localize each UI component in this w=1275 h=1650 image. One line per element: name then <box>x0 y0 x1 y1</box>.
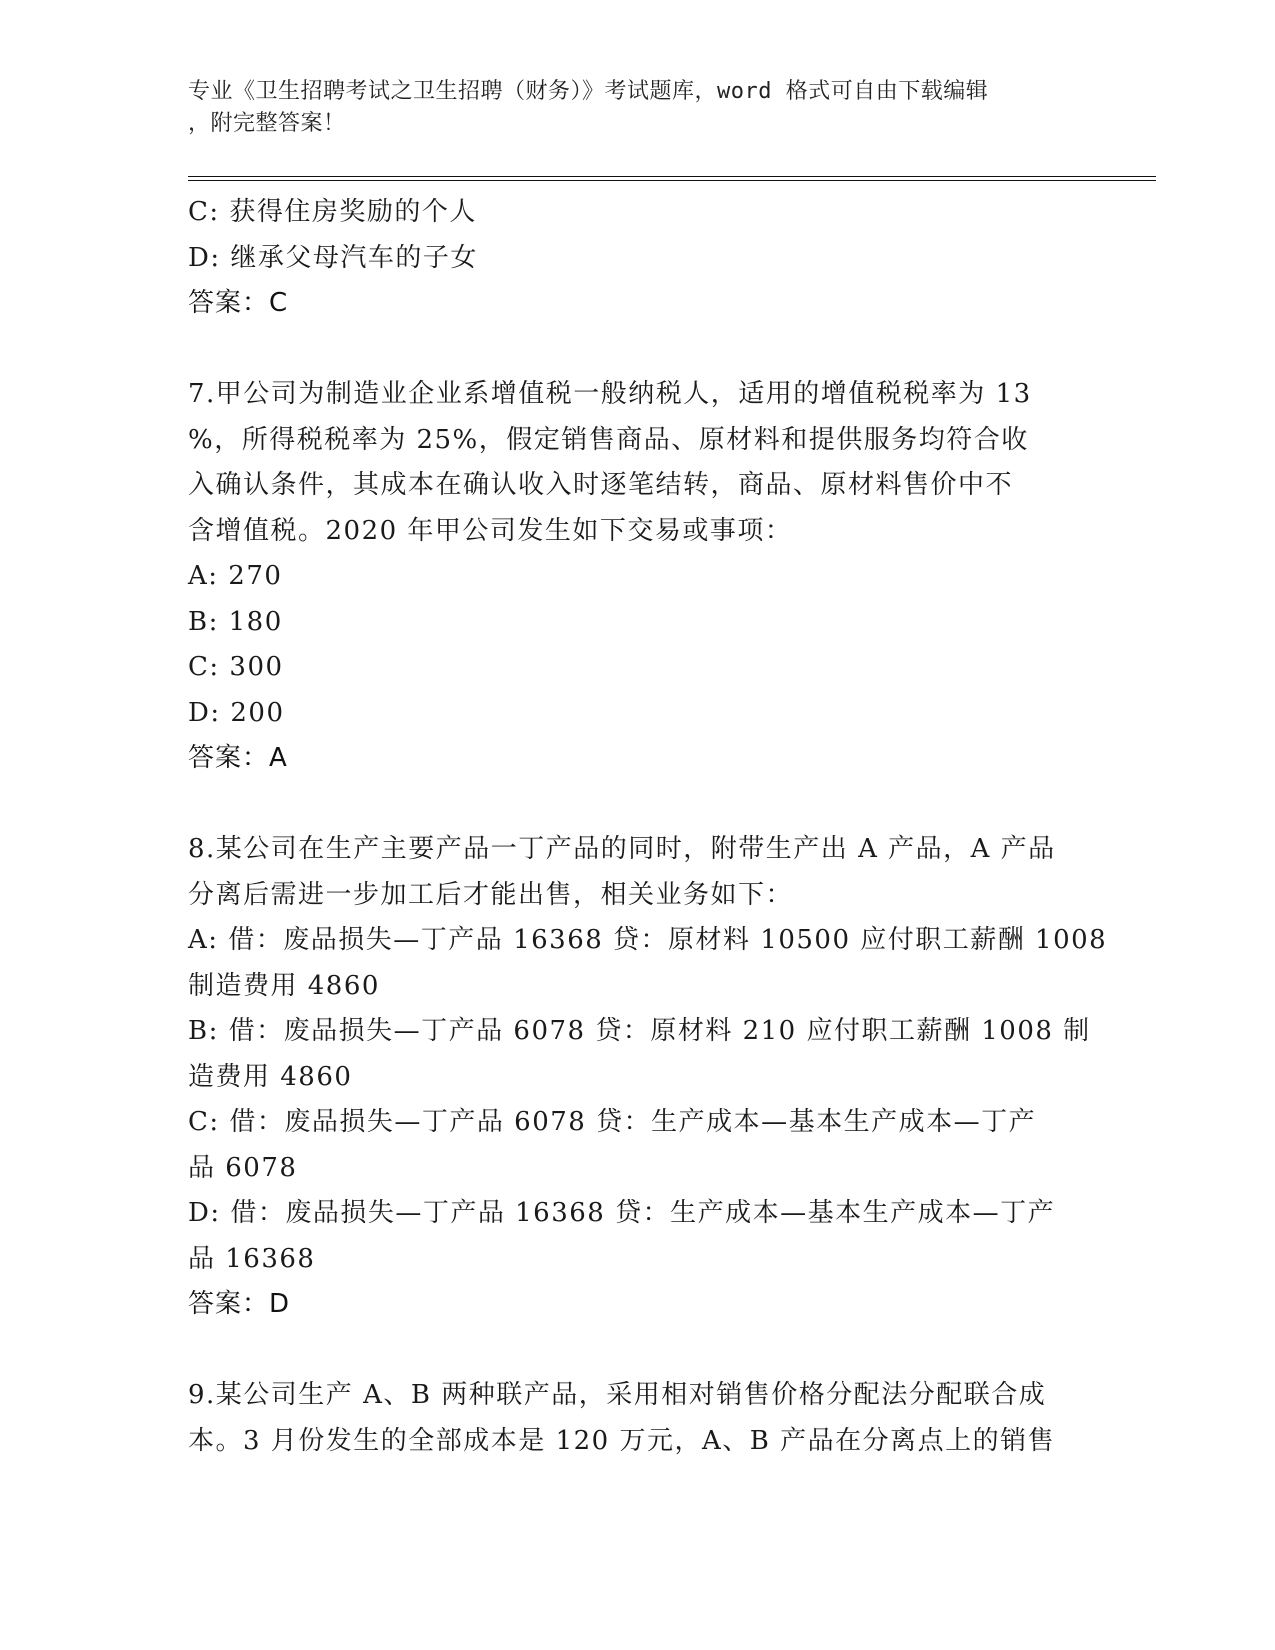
q7-stem-line: 入确认条件，其成本在确认收入时逐笔结转，商品、原材料售价中不 <box>188 470 1014 500</box>
q7-option-d: D: 200 <box>188 697 285 728</box>
q8-option-a-line: A: 借：废品损失—丁产品 16368 贷：原材料 10500 应付职工薪酬 1008 <box>188 925 1108 955</box>
header-line-2: ，附完整答案！ <box>188 111 346 136</box>
q7-option-b: B: 180 <box>188 606 283 637</box>
q7-option-a: A: 270 <box>188 561 283 591</box>
q8-option-d-line: 品 16368 <box>188 1243 316 1274</box>
header-double-rule <box>188 176 1156 181</box>
q9-stem-line: 9.某公司生产 A、B 两种联产品，采用相对销售价格分配法分配联合成 <box>188 1380 1047 1410</box>
spacer <box>188 782 1088 828</box>
q8-option-c-line: 品 6078 <box>188 1152 298 1183</box>
page-header <box>188 76 1068 140</box>
header-line-1: 专业《卫生招聘考试之卫生招聘（财务）》考试题库，word 格式可自由下载编辑 <box>188 79 989 104</box>
q8-option-b-line: 造费用 4860 <box>188 1061 353 1092</box>
q7-stem-line: %，所得税税率为 25%，假定销售商品、原材料和提供服务均符合收 <box>188 424 1029 455</box>
q7-stem-line: 含增值税。2020 年甲公司发生如下交易或事项： <box>188 515 793 546</box>
q8-option-c-line: C: 借：废品损失—丁产品 6078 贷：生产成本—基本生产成本—丁产 <box>188 1107 1037 1137</box>
q8-stem-line: 8.某公司在生产主要产品一丁产品的同时，附带生产出 A 产品，A 产品 <box>188 834 1056 864</box>
spacer <box>188 327 1088 373</box>
q7-option-c: C: 300 <box>188 652 284 682</box>
spacer <box>188 1328 1088 1374</box>
q6-option-d: D: 继承父母汽车的子女 <box>188 242 478 273</box>
q6-answer: 答案：C <box>188 288 289 318</box>
q8-answer: 答案：D <box>188 1289 291 1319</box>
q7-answer: 答案：A <box>188 743 288 773</box>
q8-stem-line: 分离后需进一步加工后才能出售，相关业务如下： <box>188 879 794 910</box>
q7-stem-line: 7.甲公司为制造业企业系增值税一般纳税人，适用的增值税税率为 13 <box>188 379 1032 409</box>
q9-stem-line: 本。3 月份发生的全部成本是 120 万元，A、B 产品在分离点上的销售 <box>188 1425 1056 1456</box>
question-content <box>188 190 1108 1464</box>
q6-option-c: C: 获得住房奖励的个人 <box>188 197 477 227</box>
q8-option-d-line: D: 借：废品损失—丁产品 16368 贷：生产成本—基本生产成本—丁产 <box>188 1198 1056 1228</box>
q8-option-a-line: 制造费用 4860 <box>188 970 380 1001</box>
q8-option-b-line: B: 借：废品损失—丁产品 6078 贷：原材料 210 应付职工薪酬 1008 制 <box>188 1016 1091 1046</box>
